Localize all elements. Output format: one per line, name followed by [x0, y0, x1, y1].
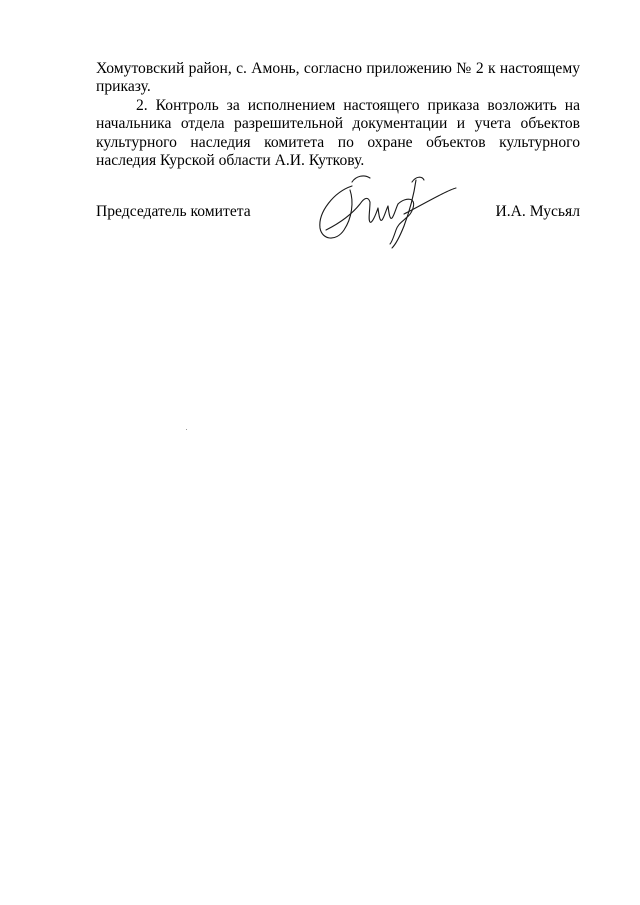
- paragraph-item-2: 2. Контроль за исполнением настоящего приказа возложить на начальника отдела разрешительной документации и учета объектов культурного наследия комитета по охране объектов культурного наследия Курской области А.И. Куткову.: [96, 96, 580, 170]
- signer-position: Председатель комитета: [96, 203, 251, 220]
- document-body: [96, 60, 580, 170]
- scan-speck: [186, 429, 187, 430]
- signer-name: И.А. Мусьял: [495, 203, 580, 220]
- handwritten-signature-icon: [312, 170, 462, 250]
- paragraph-continuation: Хомутовский район, с. Амонь, согласно приложению № 2 к настоящему приказу.: [96, 60, 580, 96]
